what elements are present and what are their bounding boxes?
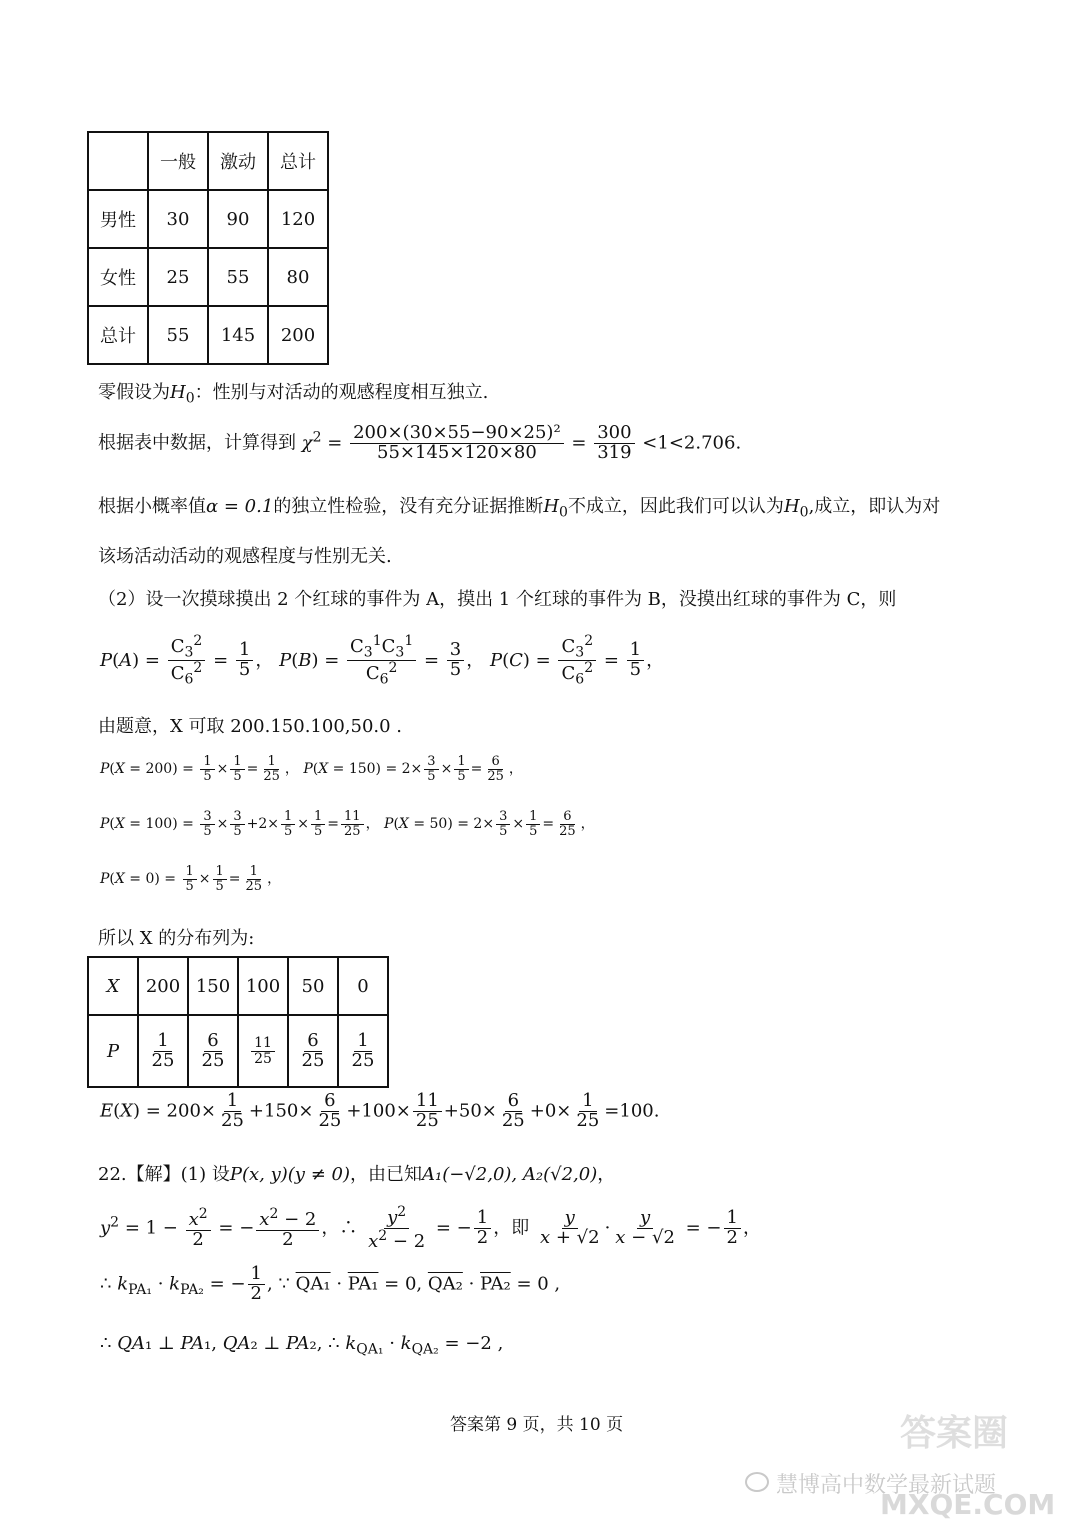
chi-fraction: $\frac{\text{200×(30×55−90×25)²}}{55\times 145\times 120\times 80}$ [350, 424, 564, 463]
table-cell: X [88, 957, 138, 1015]
table-cell: 一般 [148, 132, 208, 190]
site-stamp: 答案圈 [900, 1413, 1009, 1454]
table-row [88, 190, 328, 248]
table-row [88, 248, 328, 306]
q22-line-2: $y^2 = 1$ − $\frac{x^2}{2}$ = − $\frac{x^2 - 2}{2}$ ，∴ $\frac{y^2}{x^2 - 2}$ = − $\frac{1}{2}$ ，即 $\frac{y}{x + √2}$ · $\frac{y}{x - √2}$ = − $\frac{1}{2}$ ， [100, 1204, 761, 1252]
conclusion-line-1: 根据小概率值α = 0.1的独立性检验，没有充分证据推断$H_0$不成立，因此我们可以认为$H_0$,成立，即认为对 [98, 496, 941, 521]
table-cell: 145 [208, 306, 268, 364]
table-cell: 200 [268, 306, 328, 364]
table-cell: $\frac{6}{25}$ [288, 1015, 338, 1087]
px-100-50: P(X = 100) = $\frac{3}{5}$ × $\frac{3}{5}$ +2× $\frac{1}{5}$ × $\frac{1}{5}$ = $\frac{11}{25}$ ， P(X = 50) = 2× $\frac{3}{5}$ × $\frac{1}{5}$ = $\frac{6}{25}$ ， [100, 809, 595, 839]
table-cell: 50 [288, 957, 338, 1015]
table-cell: 总计 [88, 306, 148, 364]
part2-statement: （2）设一次摸球摸出 2 个红球的事件为 A，摸出 1 个红球的事件为 B，没摸出红球的事件为 C，则 [98, 589, 897, 610]
table-header-row [88, 132, 328, 190]
px-0: P(X = 0) = $\frac{1}{5}$ × $\frac{1}{5}$ = $\frac{1}{25}$ ， [100, 864, 282, 894]
table-row [88, 957, 388, 1015]
null-hypothesis-line: 零假设为$H_0$：性别与对活动的观感程度相互独立. [98, 382, 489, 407]
distribution-title: 所以 X 的分布列为: [98, 928, 255, 949]
table-cell: $\frac{1}{25}$ [338, 1015, 388, 1087]
table-cell [88, 132, 148, 190]
page-footer: 答案第 9 页，共 10 页 [450, 1415, 624, 1435]
table-cell: $\frac{1}{25}$ [138, 1015, 188, 1087]
table-cell: 女性 [88, 248, 148, 306]
table-cell: $\frac{6}{25}$ [188, 1015, 238, 1087]
table-cell: 55 [148, 306, 208, 364]
table-cell: 55 [208, 248, 268, 306]
table-row [88, 306, 328, 364]
q22-line-3: ∴ $k_{PA_1} \cdot k_{PA_2}$ = − $\frac{1}{2}$ , ∵ QA₁ · PA₁ = 0, QA₂ · PA₂ = 0 , [100, 1263, 561, 1304]
x-values-line: 由题意，X 可取 200.150.100,50.0 . [98, 716, 403, 737]
table-cell: 25 [148, 248, 208, 306]
table-row [88, 1015, 388, 1087]
table-cell: 0 [338, 957, 388, 1015]
event-probabilities: P(A) = $\frac{C_3^2}{C_6^2}$ = $\frac{1}{5}$ ， P(B) = $\frac{C_3^1C_3^1}{C_6^2}$ = $\frac{3}{5}$ ， P(C) = $\frac{C_3^2}{C_6^2}$ = $\frac{1}{5}$ ， [100, 633, 665, 688]
q22-line-4: ∴ QA₁ ⊥ PA₁, QA₂ ⊥ PA₂, ∴ $k_{QA_1} \cdot k_{QA_2} = -2$ , [100, 1333, 504, 1358]
table-cell: 30 [148, 190, 208, 248]
site-watermark: MXQE.COM [880, 1488, 1056, 1521]
table-cell: $\frac{11}{25}$ [238, 1015, 288, 1087]
table-cell: 120 [268, 190, 328, 248]
table-cell: 90 [208, 190, 268, 248]
px-200-150: P(X = 200) = $\frac{1}{5}$ × $\frac{1}{5}$ = $\frac{1}{25}$ ， P(X = 150) = 2× $\frac{3}{5}$ × $\frac{1}{5}$ = $\frac{6}{25}$ ， [100, 754, 523, 784]
table-cell: 150 [188, 957, 238, 1015]
table-cell: 男性 [88, 190, 148, 248]
wechat-icon [745, 1472, 769, 1492]
table-cell: 80 [268, 248, 328, 306]
expectation-line: E(X) = 200× $\frac{1}{25}$ +150× $\frac{6}{25}$ +100× $\frac{11}{25}$ +50× $\frac{6}{25}$ +0× $\frac{1}{25}$ =100. [100, 1090, 660, 1131]
contingency-table [87, 131, 329, 365]
table-cell: 总计 [268, 132, 328, 190]
chi-square-line: 根据表中数据，计算得到 $\chi^2$ = $\frac{\text{200×(30×55−90×25)²}}{55\times 145\times 120\times 80}$ = $\frac{300}{319}$ <1<2.706. [98, 422, 742, 463]
wechat-watermark: 慧博高中数学最新试题 [745, 1468, 996, 1499]
distribution-table [87, 956, 389, 1088]
table-cell: 100 [238, 957, 288, 1015]
q22-heading: 22.【解】(1) 设P(x, y)(y ≠ 0)，由已知A₁(−√2,0), A₂(√2,0)， [98, 1164, 616, 1185]
chi-value-fraction: $\frac{300}{319}$ [594, 424, 634, 463]
conclusion-line-2: 该场活动活动的观感程度与性别无关. [98, 546, 392, 567]
table-cell: P [88, 1015, 138, 1087]
table-cell: 激动 [208, 132, 268, 190]
table-cell: 200 [138, 957, 188, 1015]
